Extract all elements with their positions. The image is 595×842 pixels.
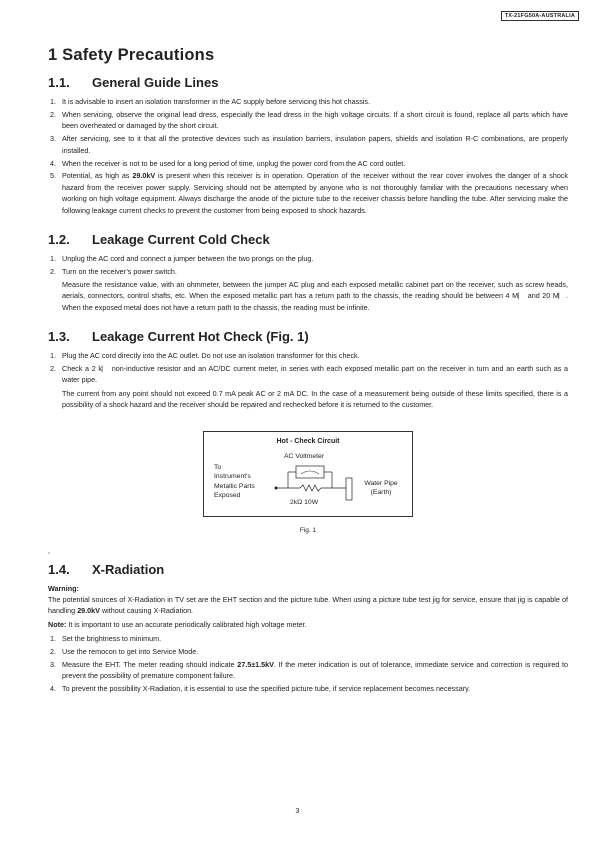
page-content: [48, 46, 568, 696]
terminal-dot: [275, 486, 278, 489]
note-paragraph: Note: It is important to use an accurate periodically calibrated high voltage meter.: [48, 619, 307, 629]
list-item: 3. Measure the EHT. The meter reading should indicate 27.5±1.5kV. If the meter indication is out of tolerance, immediate service and correction is required to prevent the possibility of premature component failure.: [50, 660, 568, 681]
section-cold-check: [48, 232, 568, 313]
warning-label: Warning:: [48, 583, 79, 593]
list-item: 2. Check a 2 k⎸ non-inductive resistor and an AC/DC current meter, in series with each exposed metallic part on the receiver in turn and an earth such as a water pipe.: [50, 364, 568, 385]
guide-list: [48, 96, 568, 216]
section-title: Leakage Current Hot Check (Fig. 1): [92, 329, 309, 345]
list-item: 3. After servicing, see to it that all the protective devices such as insulation barriers, insulation papers, shields and isolation R-C combinations, are properly installed.: [50, 134, 568, 155]
resistor-symbol: [300, 485, 321, 491]
list-item: 5. Potential, as high as 29.0kV is present when this receiver is in operation. Operation of the receiver without the rear cover involves the danger of a shock hazard from the receiver power supply. Servicing should not be attempted by anyone who is not thoroughly familiar with the precautions necessary when working on high voltage equipment. Always discharge the anode of the picture tube to the receiver chassis before handling the tube. After servicing make the following leakage current checks to prevent the customer from being exposed to shock hazards.: [50, 171, 568, 215]
list-item: 1. Plug the AC cord directly into the AC outlet. Do not use an isolation transformer for this check.: [50, 351, 360, 361]
list-item: 4. To prevent the possibility X-Radiation, it is essential to use the specified picture tube, if service replacement becomes necessary.: [50, 684, 471, 694]
list-item: 2. Use the remocon to get into Service Mode.: [50, 647, 199, 657]
page-title: 1 Safety Precautions: [48, 46, 215, 64]
warning-paragraph: The potential sources of X-Radiation in TV set are the EHT section and the picture tube. When using a picture tube test jig for service, ensure that jig is capable of handling 29.0kV without causing X-Radiation.: [48, 595, 568, 616]
figure-left-label: To Instrument's Metallic Parts Exposed: [214, 463, 255, 500]
section-heading: [48, 329, 568, 344]
cold-check-paragraph: Measure the resistance value, with an ohmmeter, between the jumper AC plug and each exposed metallic cabinet part on the receiver, such as screw heads, aerials, connectors, control shafts, etc. When the exposed metallic part has a return path to the chassis, the reading should be between 4 M⎸ and 20 M⎸. When the exposed metal does not have a return path to the chassis, the reading must be infinite.: [62, 279, 568, 312]
section-title: Leakage Current Cold Check: [92, 232, 270, 248]
circuit-diagram: [204, 432, 412, 516]
x-radiation-list: [48, 633, 568, 695]
section-number: 1.3.: [48, 329, 70, 345]
hot-check-list: [48, 350, 568, 386]
section-hot-check: [48, 329, 568, 534]
stray-mark: ,: [48, 547, 50, 555]
voltmeter-symbol: [296, 466, 324, 478]
list-item: 4. When the receiver is not to be used for a long period of time, unplug the power cord from the AC cord outlet.: [50, 158, 406, 168]
list-item: 2. Turn on the receiver’s power switch.: [50, 266, 177, 276]
voltmeter-label: AC Voltmeter: [284, 452, 325, 460]
section-number: 1.4.: [48, 561, 70, 577]
hot-check-paragraph: The current from any point should not exceed 0.7 mA peak AC or 2 mA DC. In the case of a measurement being outside of these limits specified, there is a possibility of a shock hazard and the receiver should be repaired and rechecked before it is returned to the customer.: [62, 388, 568, 410]
page-number: 3: [295, 808, 300, 815]
hot-check-circuit-figure: [203, 431, 413, 517]
section-heading: [48, 562, 568, 577]
section-x-radiation: [48, 562, 568, 695]
resistor-label: 2kΩ 10W: [290, 498, 319, 506]
figure-title: Hot - Check Circuit: [276, 437, 340, 445]
list-item: 1. Unplug the AC cord and connect a jumper between the two prongs on the plug.: [50, 254, 314, 264]
figure-caption: Fig. 1: [299, 526, 317, 534]
water-pipe-label: Water Pipe (Earth): [364, 479, 398, 497]
voltmeter-needle: [301, 471, 319, 474]
section-title: X-Radiation: [92, 561, 165, 577]
list-item: 1. It is advisable to insert an isolation transformer in the AC supply before servicing this hot chassis.: [50, 97, 371, 106]
list-item: 1. Set the brightness to minimum.: [50, 634, 162, 644]
section-heading: [48, 75, 568, 90]
section-number: 1.1.: [48, 75, 70, 90]
water-pipe-symbol: [346, 478, 352, 500]
cold-check-list: [48, 253, 568, 277]
section-title: General Guide Lines: [92, 75, 219, 90]
section-heading: [48, 232, 568, 247]
section-number: 1.2.: [48, 232, 70, 248]
section-general-guide-lines: [48, 75, 568, 216]
list-item: 2. When servicing, observe the original lead dress, especially the lead dress in the high voltage circuits. If a short circuit is found, replace all parts which have been overheated or damaged by the short circuit.: [50, 109, 568, 131]
model-tag: TX-21FG50A-AUSTRALIA: [501, 11, 579, 21]
